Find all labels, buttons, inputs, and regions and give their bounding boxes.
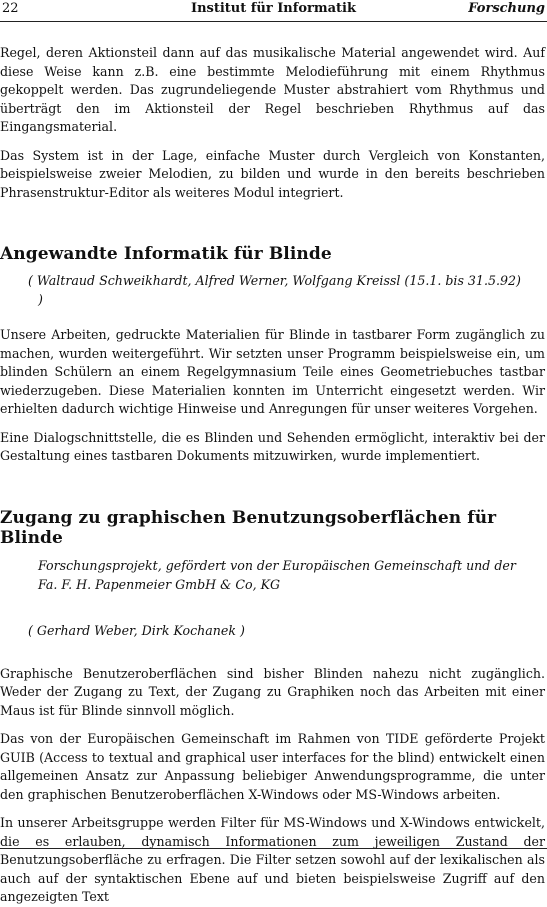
paragraph: In unserer Arbeitsgruppe werden Filter für MS-Windows und X-Windows entwickelt, die es erlauben, dynamisch Informationen zum jeweiligen Zustand der Benutzungsoberfläche zu erfragen. Die Filter setzen sowohl auf der lexikalischen als auch auf der syntaktischen Ebene auf und bieten beispielsweise Zugriff auf den angezeigten Text [0, 815, 545, 904]
page-body [0, 44, 545, 907]
running-header [2, 1, 545, 19]
header-rule [0, 21, 547, 22]
authors-line: ( Waltraud Schweikhardt, Alfred Werner, Wolfgang Kreissl (15.1. bis 31.5.92) ) [28, 273, 521, 307]
authors-line: ( Gerhard Weber, Dirk Kochanek ) [28, 622, 245, 638]
page-number: 22 [2, 1, 19, 16]
paragraph: Das System ist in der Lage, einfache Muster durch Vergleich von Konstanten, beispielsweise zweier Melodien, zu bilden und wurde in den bereits beschrieben Phrasenstruktur-Editor als weiteres Modul integriert. [0, 147, 545, 200]
sponsor-line: Fa. F. H. Papenmeier GmbH & Co, KG [38, 576, 281, 592]
paragraph: Das von der Europäischen Gemeinschaft im Rahmen von TIDE geförderte Projekt GUIB (Access to textual and graphical user interfaces for the blind) entwickelt einen allgemeinen Ansatz zur Anpassung beliebiger Anwendungsprogramme, die unter den graphischen Benutzeroberflächen X-Windows oder MS-Windows arbeiten. [0, 731, 545, 802]
paragraph: Eine Dialogschnittstelle, die es Blinden und Sehenden ermöglicht, interaktiv bei der Gestaltung eines tastbaren Dokuments mitzuwirken, wurde implementiert. [0, 429, 545, 463]
footer-rule [0, 848, 547, 849]
paragraph: Unsere Arbeiten, gedruckte Materialien für Blinde in tastbarer Form zugänglich zu machen, wurden weitergeführt. Wir setzten unser Programm beispielsweise ein, um blinden Schülern an einem Regelgymnasium Teile eines Geometriebuches tastbar wiederzugeben. Diese Materialien konnten im Unterricht eingesetzt werden. Wir erhielten dadurch wichtige Hinweise und Anregungen für unser weiteres Vorgehen. [0, 327, 545, 416]
header-section: Forschung [468, 1, 545, 16]
section-heading: Angewandte Informatik für Blinde [0, 244, 332, 264]
sponsor-line: Forschungsprojekt, gefördert von der Europäischen Gemeinschaft und der [38, 557, 516, 573]
paragraph: Regel, deren Aktionsteil dann auf das musikalische Material angewendet wird. Auf diese Weise kann z.B. eine bestimmte Melodieführung mit einem Rhythmus gekoppelt werden. Das zugrundeliegende Muster abstrahiert vom Rhythmus und überträgt den im Aktionsteil der Regel beschrieben Rhythmus auf das Eingangsmaterial. [0, 45, 545, 134]
paragraph: Graphische Benutzeroberflächen sind bisher Blinden nahezu nicht zugänglich. Weder der Zugang zu Text, der Zugang zu Graphiken noch das Arbeiten mit einer Maus ist für Blinde sinnvoll möglich. [0, 665, 545, 718]
header-title: Institut für Informatik [191, 1, 356, 16]
section-heading: Zugang zu graphischen Benutzungsoberflächen für Blinde [0, 507, 497, 548]
